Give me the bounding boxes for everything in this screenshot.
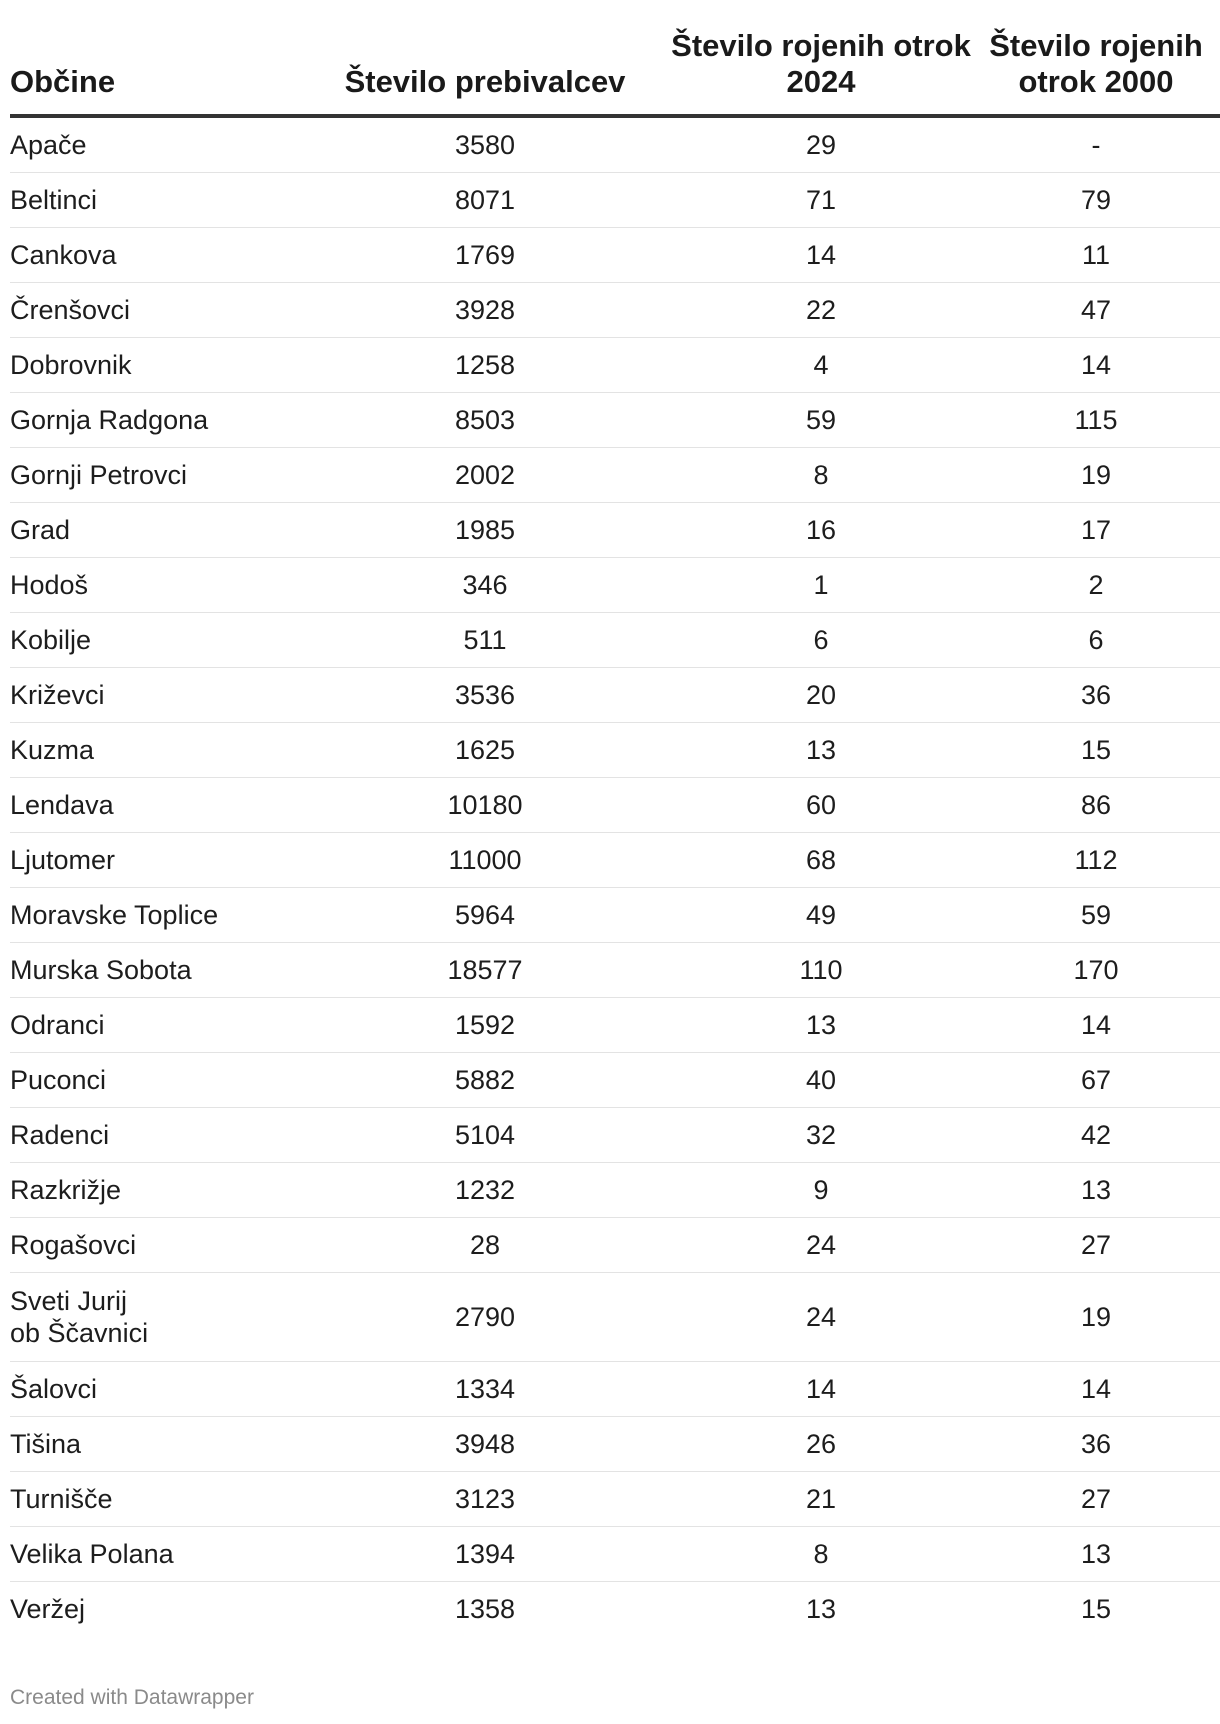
cell-municipality: Puconci bbox=[10, 1053, 300, 1108]
table-row bbox=[10, 833, 1220, 888]
cell-births-2000: 14 bbox=[972, 998, 1220, 1053]
cell-population: 5104 bbox=[300, 1108, 670, 1163]
cell-municipality: Cankova bbox=[10, 228, 300, 283]
cell-births-2024: 29 bbox=[670, 116, 972, 173]
cell-population: 28 bbox=[300, 1218, 670, 1273]
cell-births-2024: 22 bbox=[670, 283, 972, 338]
cell-population: 1592 bbox=[300, 998, 670, 1053]
cell-births-2000: 36 bbox=[972, 1417, 1220, 1472]
table-row bbox=[10, 1472, 1220, 1527]
cell-births-2024: 110 bbox=[670, 943, 972, 998]
table-row bbox=[10, 393, 1220, 448]
cell-births-2024: 1 bbox=[670, 558, 972, 613]
cell-births-2024: 4 bbox=[670, 338, 972, 393]
table-row bbox=[10, 173, 1220, 228]
cell-births-2000: 13 bbox=[972, 1163, 1220, 1218]
cell-municipality: Radenci bbox=[10, 1108, 300, 1163]
cell-births-2000: 27 bbox=[972, 1472, 1220, 1527]
cell-population: 5882 bbox=[300, 1053, 670, 1108]
table-row bbox=[10, 1362, 1220, 1417]
cell-births-2024: 24 bbox=[670, 1218, 972, 1273]
table-row bbox=[10, 1527, 1220, 1582]
cell-births-2024: 13 bbox=[670, 723, 972, 778]
cell-municipality: Kuzma bbox=[10, 723, 300, 778]
column-header-municipality[interactable]: Občine bbox=[10, 28, 300, 116]
cell-municipality: Veržej bbox=[10, 1594, 86, 1624]
cell-municipality: Lendava bbox=[10, 778, 300, 833]
table-row bbox=[10, 1273, 1220, 1362]
cell-births-2024: 14 bbox=[670, 228, 972, 283]
table-row bbox=[10, 338, 1220, 393]
cell-municipality: Ljutomer bbox=[10, 833, 300, 888]
cell-population: 11000 bbox=[300, 833, 670, 888]
cell-births-2000: 47 bbox=[972, 283, 1220, 338]
cell-births-2000: 115 bbox=[972, 393, 1220, 448]
cell-births-2024: 13 bbox=[670, 998, 972, 1053]
cell-births-2000: 15 bbox=[972, 723, 1220, 778]
cell-births-2000: 79 bbox=[972, 173, 1220, 228]
cell-population: 18577 bbox=[300, 943, 670, 998]
cell-births-2000: 19 bbox=[972, 448, 1220, 503]
cell-births-2024: 14 bbox=[670, 1362, 972, 1417]
cell-population: 2002 bbox=[300, 448, 670, 503]
table-row bbox=[10, 778, 1220, 833]
table-row bbox=[10, 668, 1220, 723]
cell-births-2024: 24 bbox=[670, 1273, 972, 1362]
table-row bbox=[10, 448, 1220, 503]
cell-municipality: Kobilje bbox=[10, 613, 300, 668]
table-row bbox=[10, 723, 1220, 778]
table-header bbox=[10, 28, 1220, 116]
table-row bbox=[10, 1218, 1220, 1273]
cell-births-2000: 11 bbox=[972, 228, 1220, 283]
cell-births-2000: 14 bbox=[972, 338, 1220, 393]
column-header-births-2024[interactable]: Število rojenih otrok 2024 bbox=[670, 28, 972, 116]
cell-births-2024: 71 bbox=[670, 173, 972, 228]
cell-births-2000: 17 bbox=[972, 503, 1220, 558]
cell-population: 1769 bbox=[300, 228, 670, 283]
table-row bbox=[10, 558, 1220, 613]
column-header-population[interactable]: Število prebivalcev bbox=[300, 28, 670, 116]
cell-births-2024: 68 bbox=[670, 833, 972, 888]
cell-births-2000: 13 bbox=[972, 1527, 1220, 1582]
cell-population: 5964 bbox=[300, 888, 670, 943]
cell-births-2024: 6 bbox=[670, 613, 972, 668]
cell-population: 3948 bbox=[300, 1417, 670, 1472]
cell-births-2024: 49 bbox=[670, 888, 972, 943]
data-table-container bbox=[10, 28, 1220, 1636]
cell-population: 1232 bbox=[300, 1163, 670, 1218]
cell-births-2024: 21 bbox=[670, 1472, 972, 1527]
cell-births-2000: 112 bbox=[972, 833, 1220, 888]
cell-births-2024: 59 bbox=[670, 393, 972, 448]
cell-births-2000: 36 bbox=[972, 668, 1220, 723]
table-row bbox=[10, 888, 1220, 943]
cell-municipality: Dobrovnik bbox=[10, 338, 300, 393]
cell-births-2024: 9 bbox=[670, 1163, 972, 1218]
column-header-births-2000[interactable]: Število rojenih otrok 2000 bbox=[972, 28, 1220, 116]
cell-population: 1358 bbox=[454, 1594, 516, 1624]
cell-births-2000: 14 bbox=[972, 1362, 1220, 1417]
table-body bbox=[10, 116, 1220, 1636]
table-row bbox=[10, 943, 1220, 998]
cell-births-2000: 2 bbox=[972, 558, 1220, 613]
cell-municipality: Tišina bbox=[10, 1417, 300, 1472]
cell-births-2000: 86 bbox=[972, 778, 1220, 833]
cell-municipality: Odranci bbox=[10, 998, 300, 1053]
data-table bbox=[10, 28, 1220, 1636]
cell-population: 10180 bbox=[300, 778, 670, 833]
cell-births-2000: 170 bbox=[972, 943, 1220, 998]
cell-municipality: Črenšovci bbox=[10, 283, 300, 338]
cell-births-2024: 16 bbox=[670, 503, 972, 558]
cell-municipality: Rogašovci bbox=[10, 1218, 300, 1273]
cell-population: 3536 bbox=[300, 668, 670, 723]
cell-municipality: Hodoš bbox=[10, 558, 300, 613]
cell-population: 2790 bbox=[300, 1273, 670, 1362]
cell-births-2000: 42 bbox=[972, 1108, 1220, 1163]
cell-births-2024: 26 bbox=[670, 1417, 972, 1472]
cell-municipality: Apače bbox=[10, 116, 300, 173]
cell-births-2024: 20 bbox=[670, 668, 972, 723]
cell-municipality: Sveti Jurij ob Ščavnici bbox=[10, 1273, 300, 1362]
cell-municipality: Murska Sobota bbox=[10, 943, 300, 998]
cell-municipality: Gornja Radgona bbox=[10, 393, 300, 448]
table-row bbox=[10, 283, 1220, 338]
cell-population: 8503 bbox=[300, 393, 670, 448]
table-row bbox=[10, 1108, 1220, 1163]
cell-population: 511 bbox=[300, 613, 670, 668]
table-row bbox=[10, 116, 1220, 173]
cell-births-2000: - bbox=[972, 116, 1220, 173]
cell-population: 346 bbox=[300, 558, 670, 613]
table-row bbox=[10, 613, 1220, 668]
cell-births-2024: 32 bbox=[670, 1108, 972, 1163]
cell-municipality: Grad bbox=[10, 503, 300, 558]
cell-population: 3123 bbox=[300, 1472, 670, 1527]
table-row bbox=[10, 1417, 1220, 1472]
table-row bbox=[10, 998, 1220, 1053]
cell-population: 3580 bbox=[300, 116, 670, 173]
cell-municipality: Velika Polana bbox=[10, 1527, 300, 1582]
cell-population: 1625 bbox=[300, 723, 670, 778]
cell-population: 8071 bbox=[300, 173, 670, 228]
cell-municipality: Gornji Petrovci bbox=[10, 448, 300, 503]
cell-births-2000: 59 bbox=[972, 888, 1220, 943]
cell-births-2000: 27 bbox=[972, 1218, 1220, 1273]
footer-credit[interactable]: Created with Datawrapper bbox=[10, 1686, 254, 1709]
cell-births-2024: 60 bbox=[670, 778, 972, 833]
cell-municipality: Moravske Toplice bbox=[10, 888, 300, 943]
cell-municipality: Turnišče bbox=[10, 1472, 300, 1527]
cell-births-2024: 8 bbox=[670, 448, 972, 503]
cell-births-2000: 6 bbox=[972, 613, 1220, 668]
table-row bbox=[10, 1053, 1220, 1108]
table-row bbox=[10, 228, 1220, 283]
cell-births-2000: 19 bbox=[972, 1273, 1220, 1362]
cell-births-2024: 40 bbox=[670, 1053, 972, 1108]
cell-municipality: Križevci bbox=[10, 668, 300, 723]
cell-municipality: Šalovci bbox=[10, 1362, 300, 1417]
cell-births-2024: 8 bbox=[670, 1527, 972, 1582]
table-row bbox=[10, 1163, 1220, 1218]
cell-municipality: Beltinci bbox=[10, 173, 300, 228]
table-row bbox=[10, 503, 1220, 558]
cell-births-2000: 67 bbox=[972, 1053, 1220, 1108]
cell-population: 1334 bbox=[300, 1362, 670, 1417]
table-row bbox=[10, 1582, 1220, 1637]
cell-population: 3928 bbox=[300, 283, 670, 338]
cell-population: 1985 bbox=[300, 503, 670, 558]
cell-births-2000: 15 bbox=[1080, 1594, 1112, 1624]
cell-population: 1258 bbox=[300, 338, 670, 393]
cell-municipality: Razkrižje bbox=[10, 1163, 300, 1218]
cell-births-2024: 13 bbox=[805, 1594, 837, 1624]
header-row bbox=[10, 28, 1220, 116]
cell-population: 1394 bbox=[300, 1527, 670, 1582]
